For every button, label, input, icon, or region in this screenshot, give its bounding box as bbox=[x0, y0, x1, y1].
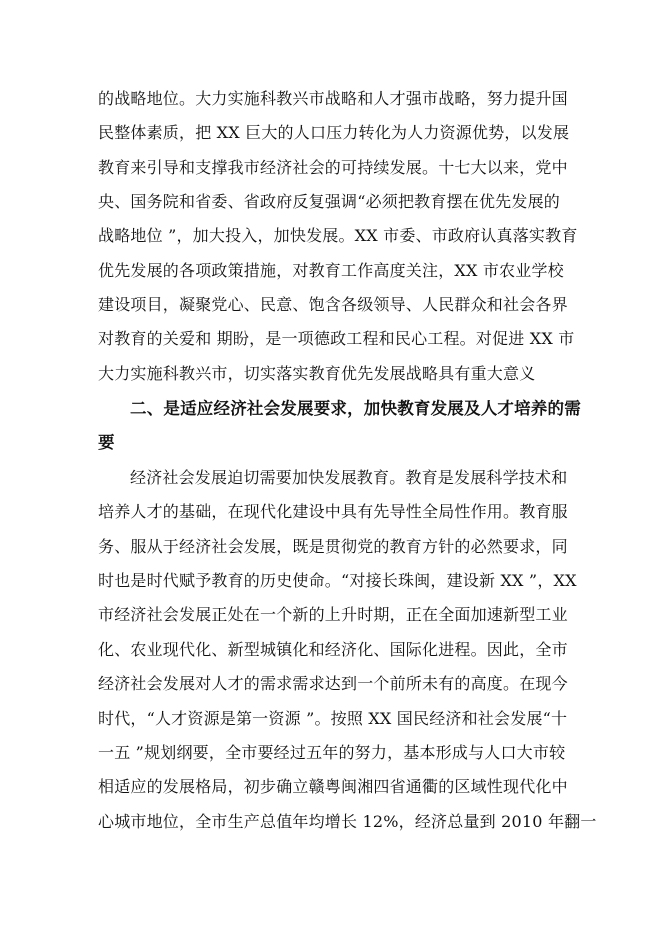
text-line: 一五 ”规划纲要，全市要经过五年的努力，基本形成与人口大市较 bbox=[98, 743, 566, 762]
text-line: 时也是时代赋予教育的历史使命。“对接长珠闽，建设新 XX ”，XX bbox=[98, 571, 577, 590]
text-line: 务、服从于经济社会发展，既是贯彻党的教育方针的必然要求，同 bbox=[98, 537, 568, 556]
text-line: 战略地位 ”，加大投入，加快发展。XX 市委、市政府认真落实教育 bbox=[98, 226, 578, 245]
text-line: 化、农业现代化、新型城镇化和经济化、国际化进程。因此，全市 bbox=[98, 640, 568, 659]
text-line: 对教育的关爱和 期盼，是一项德政工程和民心工程。对促进 XX 市 bbox=[98, 329, 575, 348]
text-line: 心城市地位，全市生产总值年均增长 12%，经济总量到 2010 年翻一 bbox=[98, 812, 597, 831]
section-heading-continued: 要 bbox=[98, 433, 115, 452]
text-line: 民整体素质，把 XX 巨大的人口压力转化为人力资源优势，以发展 bbox=[98, 123, 570, 142]
text-line: 相适应的发展格局，初步确立赣粤闽湘四省通衢的区域性现代化中 bbox=[98, 777, 568, 796]
text-line: 央、国务院和省委、省政府反复强调“必须把教育摆在优先发展的 bbox=[98, 192, 560, 211]
section-heading: 二、是适应经济社会发展要求，加快教育发展及人才培养的需 bbox=[130, 399, 581, 418]
text-line: 的战略地位。大力实施科教兴市战略和人才强市战略，努力提升国 bbox=[98, 89, 568, 108]
text-line: 市经济社会发展正处在一个新的上升时期，正在全面加速新型工业 bbox=[98, 605, 568, 624]
text-line: 培养人才的基础，在现代化建设中具有先导性全局性作用。教育服 bbox=[98, 502, 568, 521]
text-line: 建设项目，凝聚党心、民意、饱含各级领导、人民群众和社会各界 bbox=[98, 295, 568, 314]
text-line: 优先发展的各项政策措施，对教育工作高度关注，XX 市农业学校 bbox=[98, 261, 564, 280]
text-line: 经济社会发展对人才的需求需求达到一个前所未有的高度。在现今 bbox=[98, 674, 568, 693]
text-line: 时代，“人才资源是第一资源 ”。按照 XX 国民经济和社会发展“十 bbox=[98, 709, 568, 728]
text-line: 大力实施科教兴市，切实落实教育优先发展战略具有重大意义 bbox=[98, 364, 536, 383]
text-line: 经济社会发展迫切需要加快发展教育。教育是发展科学技术和 bbox=[130, 468, 568, 487]
text-line: 教育来引导和支撑我市经济社会的可持续发展。十七大以来，党中 bbox=[98, 158, 568, 177]
